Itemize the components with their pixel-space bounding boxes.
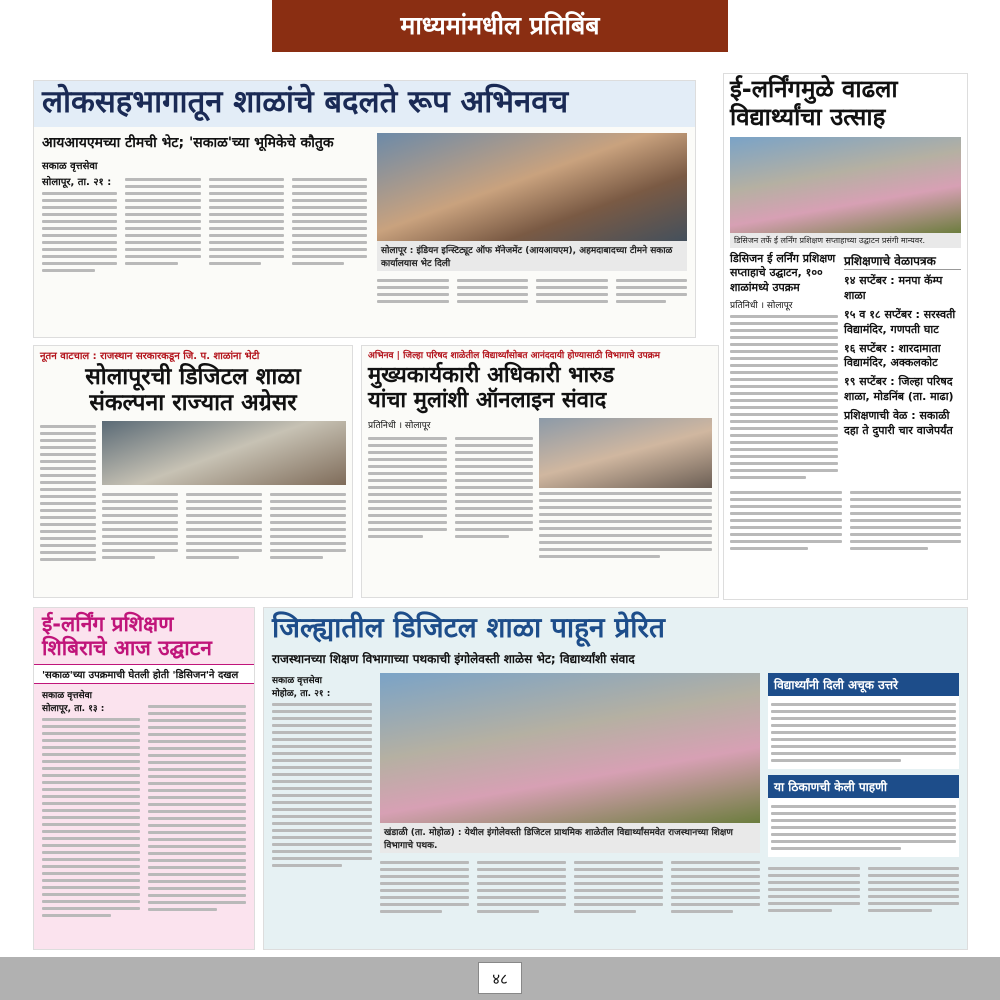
news-clip-iim-visit: [33, 80, 696, 338]
students-group-photo: [380, 673, 760, 823]
clip-headline-line2: विद्यार्थ्यांचा उत्साह: [730, 102, 886, 131]
clip-dateline: मोहोळ, ता. २१ :: [272, 689, 331, 700]
article-text-columns: [42, 701, 246, 921]
clip-byline: प्रतिनिधी । सोलापूर: [368, 420, 431, 431]
clip-headline-line1: ई-लर्निंग प्रशिक्षण: [42, 612, 174, 636]
clip-headline-line2: यांचा मुलांशी ऑनलाइन संवाद: [368, 388, 607, 414]
clip-headline: जिल्ह्यातील डिजिटल शाळा पाहून प्रेरित: [272, 611, 665, 644]
news-clip-digital-school-concept: [33, 345, 353, 598]
clip-dateline: सोलापूर, ता. १३ :: [42, 704, 105, 715]
clip-headline-line1: मुख्यकार्यकारी अधिकारी भारुड: [368, 363, 615, 388]
clip-headline-line2: शिबिराचे आज उद्घाटन: [42, 636, 212, 661]
article-text-columns-2: [768, 863, 959, 916]
page-title: माध्यमांमधील प्रतिबिंब: [400, 11, 600, 40]
group-photo: [377, 133, 687, 241]
clip-headline-line1: सोलापूरची डिजिटल शाळा: [85, 364, 301, 390]
clip-headline-line2: संकल्पना राज्यात अग्रेसर: [89, 390, 297, 417]
schedule-item: १६ सप्टेंबर : शारदामाता विद्यामंदिर, अक्कलकोट: [844, 341, 941, 370]
news-clip-rajasthan-team-visit: [263, 607, 968, 950]
article-text-columns: [102, 489, 346, 563]
article-text-columns: [368, 433, 533, 542]
headline-band: [34, 81, 695, 127]
clip-byline: सकाळ वृत्तसेवा: [42, 160, 98, 172]
clip-headline-line1: ई-लर्निंगमुळे वाढला: [730, 75, 898, 103]
clip-byline: सकाळ वृत्तसेवा: [42, 691, 92, 702]
clip-subheadline: राजस्थानच्या शिक्षण विभागाच्या पथकाची इंगोलेवस्ती शाळेस भेट; विद्यार्थ्यांशी संवाद: [272, 652, 635, 667]
event-photo: [730, 137, 961, 233]
sidebar-box-body-2: [768, 798, 959, 857]
page-title-banner: [272, 0, 728, 52]
sidebar-box-title-2: या ठिकाणची केली पाहणी: [768, 775, 959, 798]
photo-caption: डिसिजन तर्फे ई लर्निंग प्रशिक्षण सप्ताहाच्या उद्घाटन प्रसंगी मान्यवर.: [730, 233, 961, 248]
article-text-columns: [42, 174, 367, 276]
photo-caption: खंडाळी (ता. मोहोळ) : येथील इंगोलेवस्ती डिजिटल प्राथमिक शाळेतील विद्यार्थ्यांसमवेत राजस्थानच्या शिक्षण विभागाचे पथक.: [380, 823, 760, 853]
clip-kicker: अभिनव | जिल्हा परिषद शाळेतील विद्यार्थ्यांसोबत आनंददायी होण्यासाठी विभागाचे उपक्रम: [368, 351, 661, 361]
left-heading: डिसिजन ई लर्निंग प्रशिक्षण सप्ताहाचे उद्घाटन, १०० शाळांमध्ये उपक्रम: [730, 252, 836, 294]
schedule-item: १९ सप्टेंबर : जिल्हा परिषद शाळा, मोडनिंब (ता. माढा): [844, 375, 954, 404]
schedule-item: १५ व १८ सप्टेंबर : सरस्वती विद्यामंदिर, गणपती घाट: [844, 307, 956, 336]
news-clip-e-learning-enthusiasm: [723, 73, 968, 600]
schedule-item: प्रशिक्षणाची वेळ : सकाळी दहा ते दुपारी चार वाजेपर्यंत: [844, 408, 953, 437]
clip-dateline: सोलापूर, ता. २१ :: [42, 176, 112, 188]
page-number-text: ४८: [492, 970, 508, 988]
clip-subheadline: आयआयएमच्या टीमची भेट; 'सकाळ'च्या भूमिकेचे कौतुक: [42, 134, 334, 151]
schedule-title: प्रशिक्षणाचे वेळापत्रक: [844, 252, 961, 270]
article-text-columns-2: [377, 275, 687, 307]
article-text-columns: [724, 487, 967, 554]
clip-byline: प्रतिनिधी । सोलापूर: [730, 301, 793, 312]
clip-byline: सकाळ वृत्तसेवा: [272, 676, 322, 687]
clip-subheadline: 'सकाळ'च्या उपक्रमाची घेतली होती 'डिसिजन'ने दखल: [34, 664, 254, 684]
article-text-columns: [380, 857, 760, 917]
sidebar-box-body: [768, 696, 959, 769]
news-clip-ceo-online-dialogue: [361, 345, 719, 598]
schedule-item: १४ सप्टेंबर : मनपा कॅम्प शाळा: [844, 274, 943, 303]
clip-kicker: नूतन वाटचाल : राजस्थान सरकारकडून जि. प. शाळांना भेटी: [40, 351, 260, 362]
sidebar-box-title: विद्यार्थ्यांनी दिली अचूक उत्तरे: [768, 673, 959, 696]
meeting-photo: [102, 421, 346, 485]
clip-headline: लोकसहभागातून शाळांचे बदलते रूप अभिनवच: [42, 84, 569, 120]
news-clip-e-learning-camp: [33, 607, 255, 950]
photo-caption: सोलापूर : इंडियन इन्स्टिट्यूट ऑफ मॅनेजमेंट (आयआयएम), अहमदाबादच्या टीमने सकाळ कार्यालयास भेट दिली: [377, 241, 687, 271]
page-number: [478, 962, 522, 994]
classroom-photo: [539, 418, 712, 488]
